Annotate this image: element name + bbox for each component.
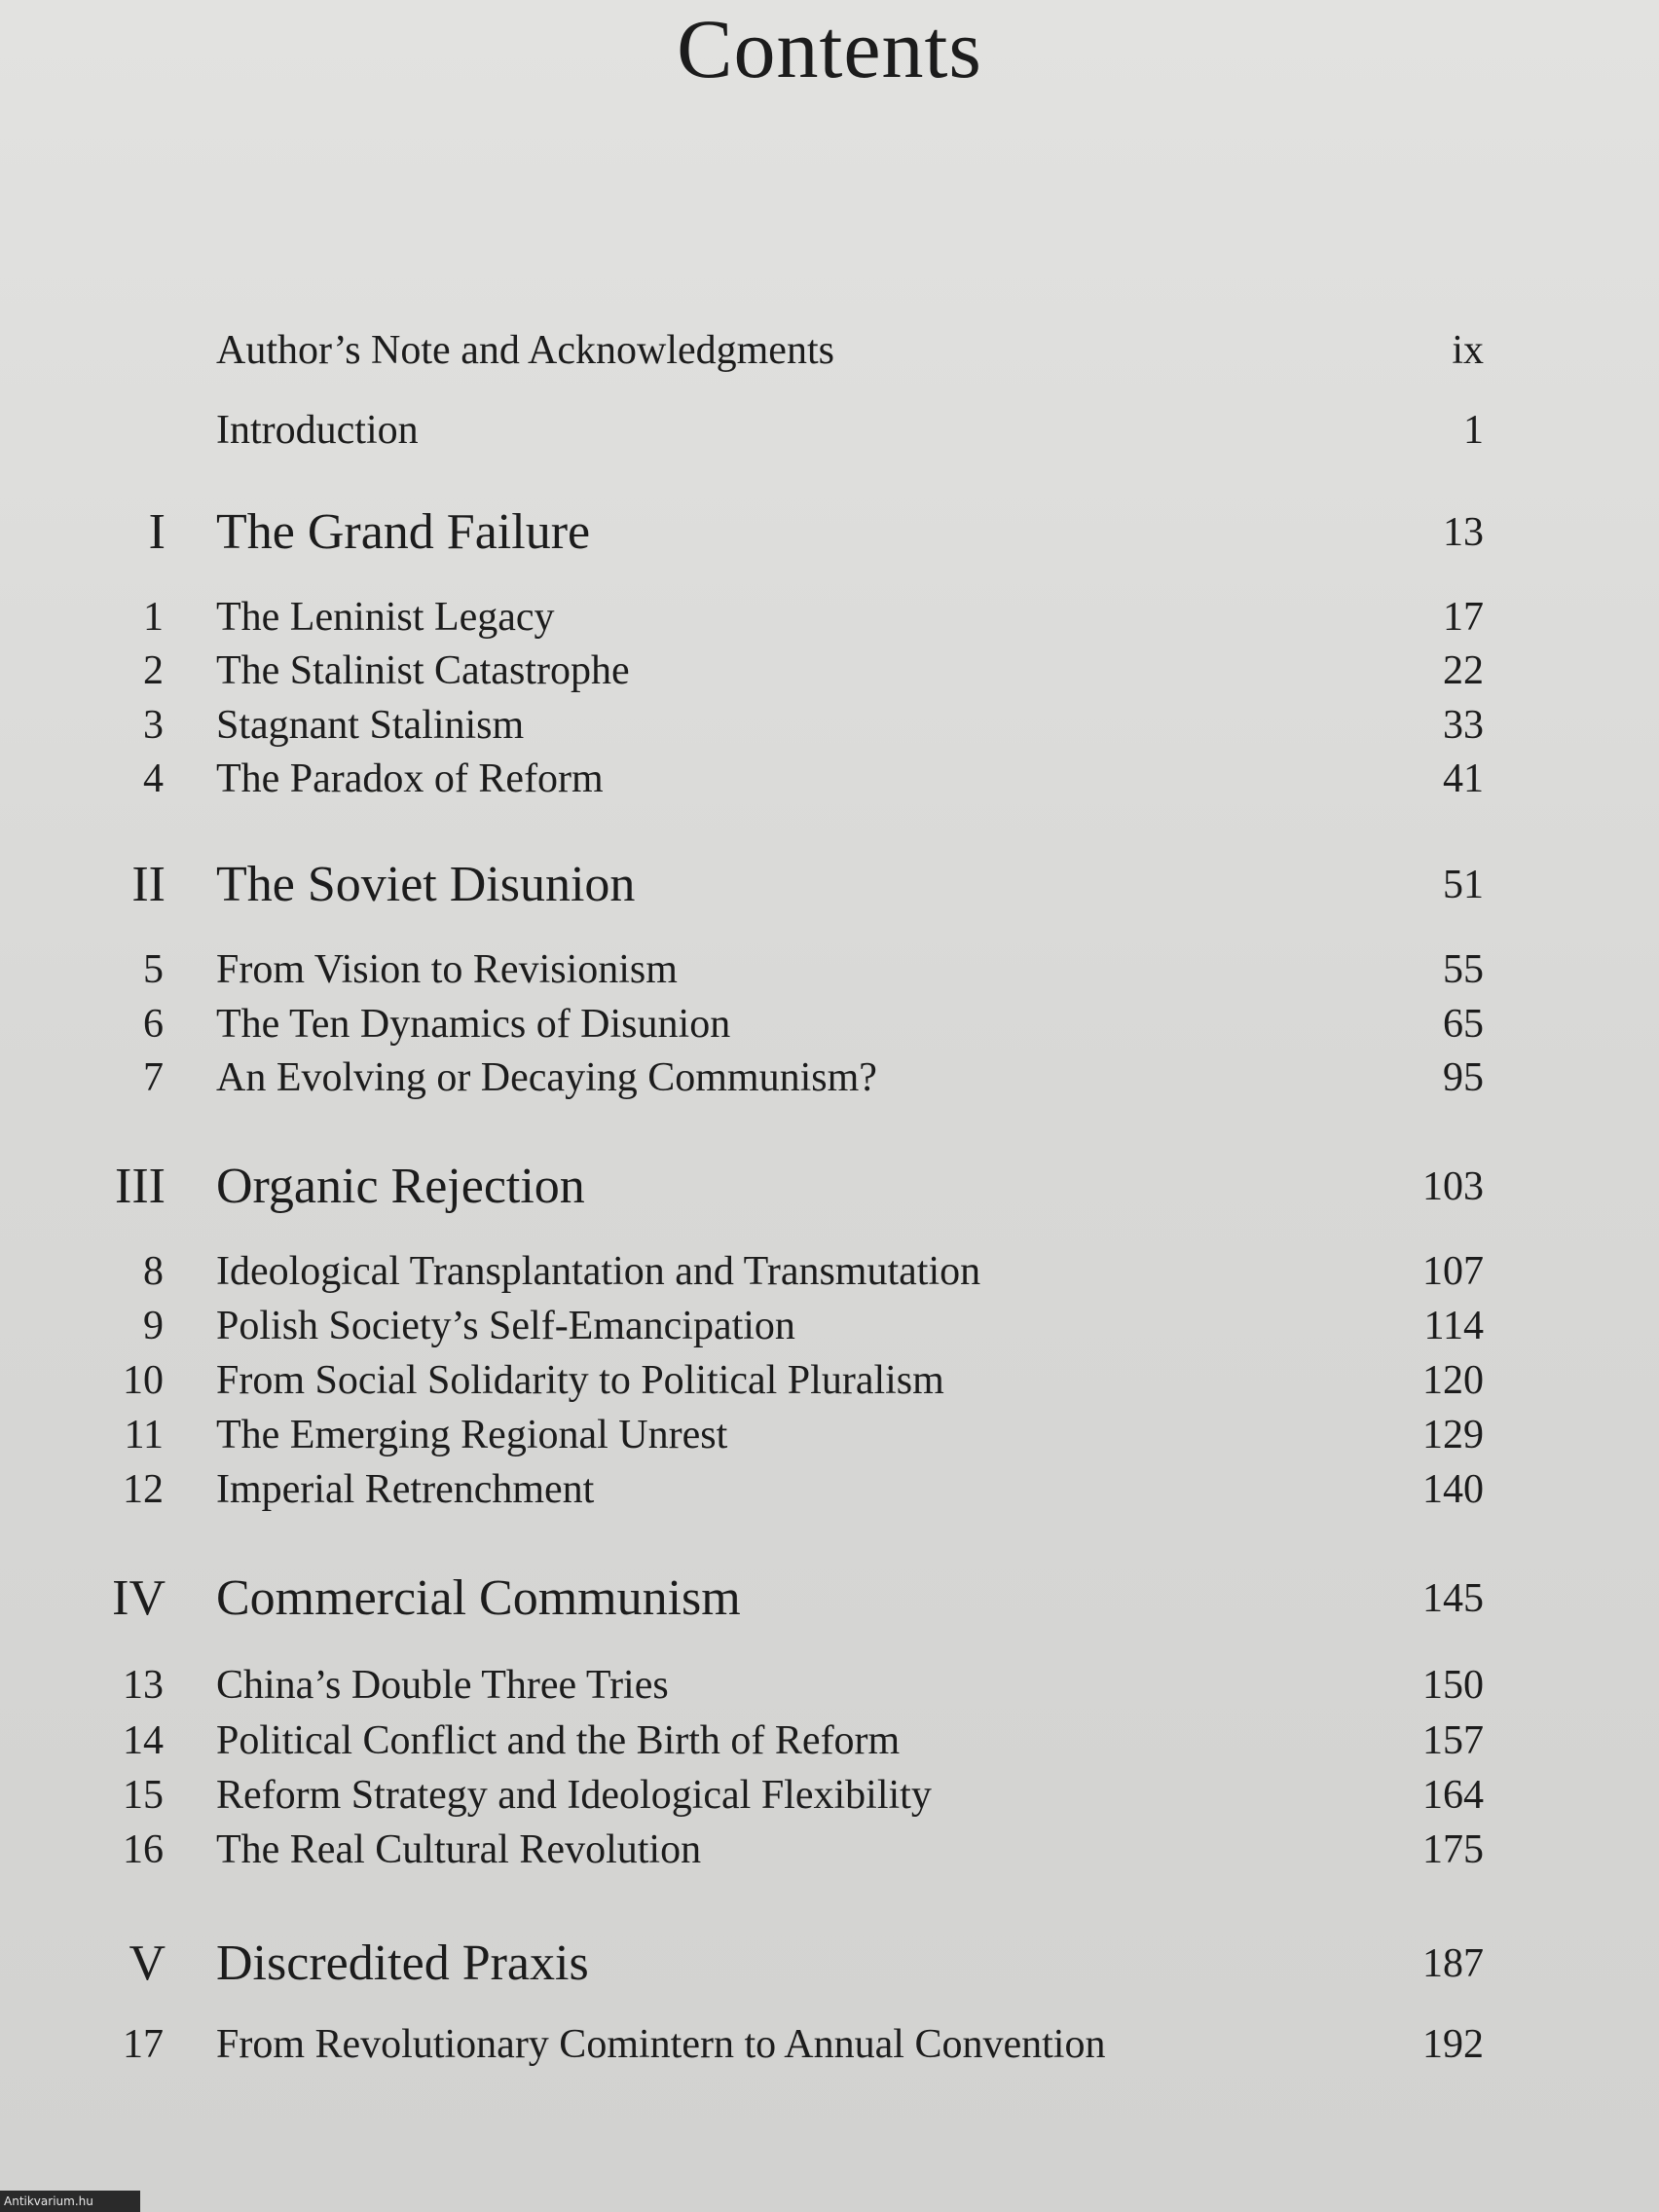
chapter-number: 8 <box>143 1249 164 1294</box>
toc-chapter-entry <box>0 1244 1659 1303</box>
chapter-title: From Vision to Revisionism <box>216 947 678 992</box>
chapter-number: 2 <box>143 648 164 693</box>
chapter-page: 33 <box>1443 703 1484 748</box>
chapter-page: 22 <box>1443 648 1484 693</box>
toc-part-heading <box>0 1567 1659 1626</box>
toc-part-heading <box>0 854 1659 912</box>
toc-chapter-entry <box>0 1353 1659 1412</box>
chapter-title: The Leninist Legacy <box>216 595 555 640</box>
chapter-title: Political Conflict and the Birth of Reform <box>216 1718 901 1763</box>
chapter-title: Imperial Retrenchment <box>216 1467 595 1512</box>
toc-chapter-entry <box>0 1714 1659 1772</box>
chapter-title: The Paradox of Reform <box>216 756 604 801</box>
part-numeral: II <box>131 857 166 912</box>
chapter-page: 129 <box>1422 1413 1484 1457</box>
toc-chapter-entry <box>0 752 1659 810</box>
chapter-page: 150 <box>1422 1663 1484 1708</box>
part-numeral: V <box>129 1936 166 1991</box>
chapter-number: 11 <box>124 1413 164 1457</box>
chapter-number: 5 <box>143 947 164 992</box>
chapter-number: 15 <box>123 1773 164 1818</box>
toc-front-entry <box>0 321 1659 380</box>
part-page: 145 <box>1422 1576 1484 1621</box>
toc-chapter-entry <box>0 1462 1659 1521</box>
chapter-title: From Revolutionary Comintern to Annual Convention <box>216 2022 1106 2067</box>
toc-chapter-entry <box>0 1823 1659 1881</box>
chapter-number: 9 <box>143 1304 164 1348</box>
toc-part-heading <box>0 1933 1659 1991</box>
chapter-page: 65 <box>1443 1002 1484 1047</box>
chapter-page: 157 <box>1422 1718 1484 1763</box>
part-numeral: III <box>115 1159 166 1214</box>
chapter-page: 120 <box>1422 1358 1484 1403</box>
toc-chapter-entry <box>0 644 1659 702</box>
entry-page: 1 <box>1463 408 1484 453</box>
part-title: Organic Rejection <box>216 1159 585 1214</box>
part-title: Discredited Praxis <box>216 1936 589 1991</box>
toc-part-heading <box>0 501 1659 560</box>
chapter-page: 95 <box>1443 1055 1484 1100</box>
chapter-page: 41 <box>1443 756 1484 801</box>
part-page: 13 <box>1443 510 1484 555</box>
part-page: 187 <box>1422 1941 1484 1986</box>
chapter-title: China’s Double Three Tries <box>216 1663 669 1708</box>
toc-chapter-entry <box>0 1768 1659 1826</box>
chapter-title: The Real Cultural Revolution <box>216 1827 702 1872</box>
toc-part-heading <box>0 1156 1659 1214</box>
chapter-title: Polish Society’s Self-Emancipation <box>216 1304 795 1348</box>
chapter-number: 3 <box>143 703 164 748</box>
toc-chapter-entry <box>0 698 1659 756</box>
chapter-title: The Emerging Regional Unrest <box>216 1413 728 1457</box>
chapter-number: 10 <box>123 1358 164 1403</box>
toc-front-entry <box>0 401 1659 460</box>
chapter-number: 12 <box>123 1467 164 1512</box>
chapter-number: 14 <box>123 1718 164 1763</box>
toc-chapter-entry <box>0 1299 1659 1357</box>
chapter-number: 16 <box>123 1827 164 1872</box>
toc-chapter-entry <box>0 1408 1659 1466</box>
chapter-number: 4 <box>143 756 164 801</box>
chapter-title: Ideological Transplantation and Transmutation <box>216 1249 981 1294</box>
toc-chapter-entry <box>0 1051 1659 1109</box>
toc-chapter-entry <box>0 997 1659 1055</box>
chapter-page: 55 <box>1443 947 1484 992</box>
chapter-number: 1 <box>143 595 164 640</box>
chapter-page: 175 <box>1422 1827 1484 1872</box>
chapter-title: Stagnant Stalinism <box>216 703 525 748</box>
chapter-title: An Evolving or Decaying Communism? <box>216 1055 877 1100</box>
toc-chapter-entry <box>0 590 1659 648</box>
part-numeral: IV <box>112 1570 166 1626</box>
part-title: The Soviet Disunion <box>216 857 636 912</box>
toc-chapter-entry <box>0 2017 1659 2076</box>
chapter-title: From Social Solidarity to Political Pluralism <box>216 1358 944 1403</box>
chapter-page: 140 <box>1422 1467 1484 1512</box>
part-title: Commercial Communism <box>216 1570 741 1626</box>
watermark-label: Antikvarium.hu <box>0 2191 140 2212</box>
chapter-page: 114 <box>1423 1304 1484 1348</box>
chapter-page: 192 <box>1422 2022 1484 2067</box>
chapter-title: Reform Strategy and Ideological Flexibility <box>216 1773 932 1818</box>
chapter-number: 7 <box>143 1055 164 1100</box>
chapter-title: The Stalinist Catastrophe <box>216 648 630 693</box>
chapter-number: 17 <box>123 2022 164 2067</box>
chapter-number: 6 <box>143 1002 164 1047</box>
entry-title: Author’s Note and Acknowledgments <box>216 328 834 373</box>
entry-page: ix <box>1452 328 1484 373</box>
toc-chapter-entry <box>0 942 1659 1001</box>
part-page: 103 <box>1422 1164 1484 1209</box>
part-numeral: I <box>148 504 166 560</box>
part-title: The Grand Failure <box>216 504 591 560</box>
chapter-title: The Ten Dynamics of Disunion <box>216 1002 731 1047</box>
page-title: Contents <box>677 2 982 95</box>
chapter-page: 107 <box>1422 1249 1484 1294</box>
chapter-page: 17 <box>1443 595 1484 640</box>
part-page: 51 <box>1443 863 1484 907</box>
chapter-page: 164 <box>1422 1773 1484 1818</box>
entry-title: Introduction <box>216 408 419 453</box>
chapter-number: 13 <box>123 1663 164 1708</box>
toc-chapter-entry <box>0 1658 1659 1716</box>
